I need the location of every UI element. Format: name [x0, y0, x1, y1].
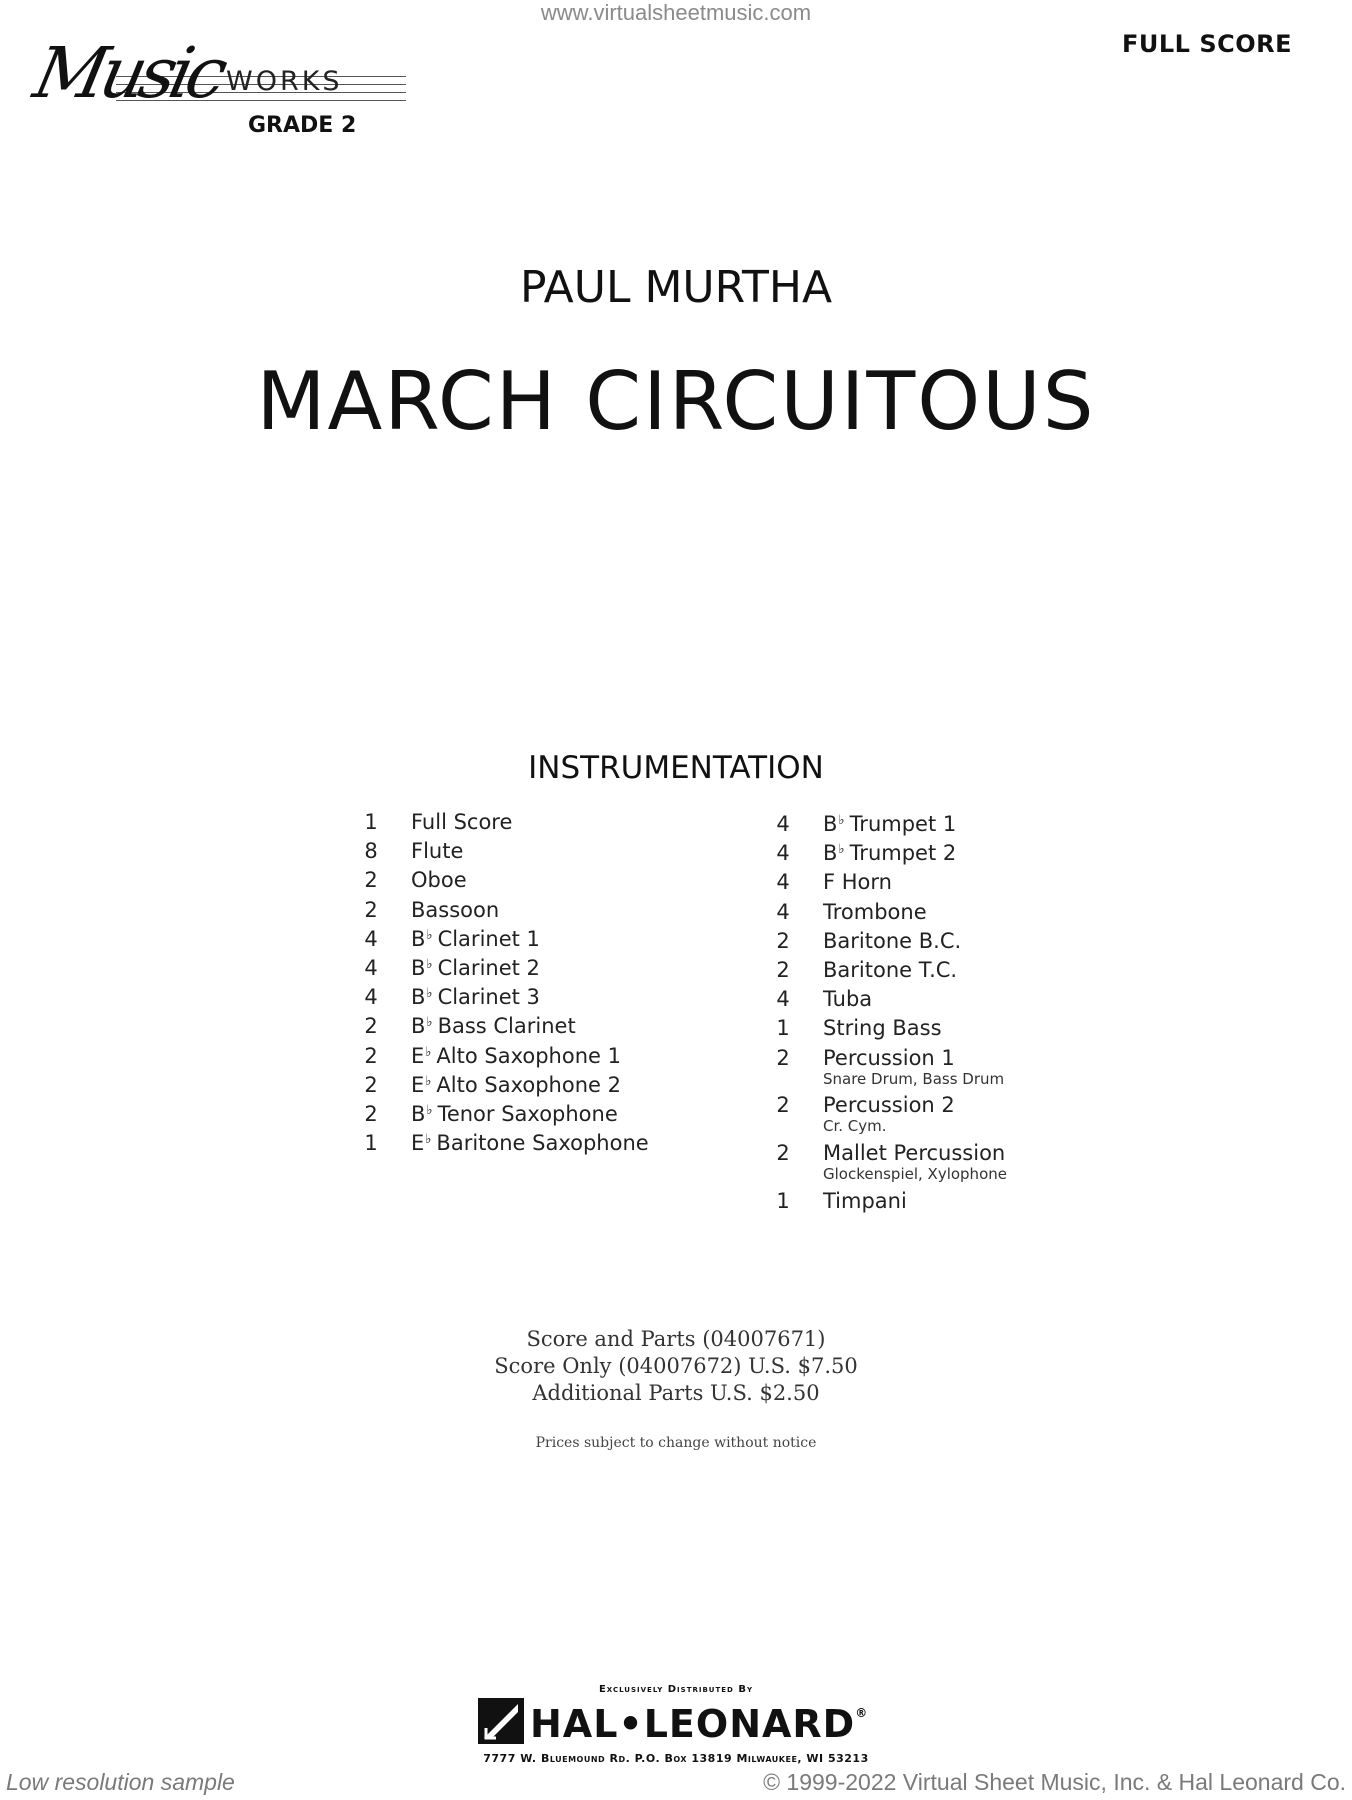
instrument-key-letter: B — [411, 985, 426, 1010]
instrument-label: Tenor Saxophone — [437, 1102, 618, 1126]
instrument-quantity: 8 — [364, 839, 378, 864]
low-resolution-notice: Low resolution sample — [6, 1769, 235, 1795]
instrument-name — [823, 870, 892, 894]
price-line-score-parts: Score and Parts (04007671) — [526, 1327, 826, 1351]
instrument-label: Percussion 2 — [823, 1093, 955, 1118]
instrument-quantity: 2 — [776, 1045, 790, 1070]
registered-mark: ® — [855, 1706, 869, 1720]
instrument-key-letter: E — [411, 1131, 425, 1156]
instrument-label: Flute — [411, 839, 464, 864]
instrument-label: Baritone Saxophone — [436, 1131, 649, 1156]
flat-symbol: ♭ — [426, 927, 433, 943]
instrument-name — [411, 1131, 649, 1155]
instrument-label: Trumpet 2 — [849, 841, 957, 866]
flat-symbol: ♭ — [425, 1073, 432, 1089]
instrument-name — [823, 987, 872, 1011]
instrument-quantity: 4 — [776, 870, 790, 895]
flat-symbol: ♭ — [426, 1015, 433, 1031]
hal-leonard-wordmark — [530, 1702, 868, 1746]
instrument-key-letter: B — [823, 812, 838, 836]
watermark-url: www.virtualsheetmusic.com — [540, 0, 812, 25]
instrument-name — [823, 1093, 955, 1117]
instrument-quantity: 4 — [776, 812, 790, 836]
instrument-key-letter: B — [411, 956, 426, 980]
instrument-quantity: 1 — [776, 1188, 790, 1213]
instrument-quantity: 2 — [364, 1014, 378, 1039]
instrument-quantity: 4 — [776, 899, 790, 924]
instrument-name — [823, 900, 927, 924]
instrument-label: Timpani — [823, 1188, 907, 1213]
instrument-name — [411, 1073, 621, 1097]
instrument-quantity: 4 — [364, 926, 378, 951]
flat-symbol: ♭ — [426, 986, 433, 1002]
instrument-quantity: 2 — [364, 1043, 378, 1068]
instrument-key-letter: E — [411, 1072, 425, 1097]
instrument-label: Baritone B.C. — [823, 928, 962, 953]
instrument-quantity: 4 — [776, 841, 790, 866]
publisher-name: HAL•LEONARD — [530, 1702, 856, 1746]
instrument-key-letter: B — [411, 1014, 426, 1039]
instrument-label: Mallet Percussion — [823, 1141, 1006, 1165]
instrument-name — [411, 985, 540, 1009]
price-line-score-only: Score Only (04007672) U.S. $7.50 — [494, 1354, 858, 1378]
instrument-name — [823, 841, 956, 865]
instrument-name — [823, 1189, 907, 1213]
publisher-address: 7777 W. Bluemound Rd. P.O. Box 13819 Milwaukee, WI 53213 — [483, 1752, 869, 1765]
instrument-label: Baritone T.C. — [823, 958, 958, 982]
price-line-additional-parts: Additional Parts U.S. $2.50 — [532, 1381, 820, 1405]
instrument-name — [411, 839, 463, 863]
score-type-label: FULL SCORE — [1122, 30, 1292, 58]
grade-label: GRADE 2 — [248, 113, 357, 138]
instrument-quantity: 4 — [364, 956, 378, 980]
instrument-label: Bassoon — [411, 897, 500, 922]
instrument-label: Clarinet 1 — [437, 926, 540, 951]
instrument-name — [411, 956, 540, 980]
instrument-label: Full Score — [411, 810, 513, 834]
instrument-label: Tuba — [823, 987, 873, 1012]
instrument-name — [823, 1141, 1005, 1165]
instrument-label: Clarinet 3 — [437, 985, 540, 1010]
instrument-quantity: 2 — [776, 958, 790, 982]
logo-script-text: Music — [27, 32, 229, 114]
instrument-label: F Horn — [823, 870, 892, 895]
instrument-key-letter: B — [411, 1102, 426, 1126]
instrument-key-letter: E — [411, 1043, 425, 1068]
instrument-key-letter: B — [823, 841, 838, 866]
instrument-name — [823, 958, 957, 982]
instrument-name — [411, 868, 467, 892]
instrument-label: String Bass — [823, 1016, 942, 1041]
instrument-quantity: 2 — [776, 1093, 790, 1118]
flat-symbol: ♭ — [425, 1044, 432, 1060]
flat-symbol: ♭ — [838, 813, 845, 828]
instrument-name — [411, 1014, 576, 1038]
instrument-detail: Snare Drum, Bass Drum — [823, 1069, 1005, 1088]
instrument-name — [823, 1016, 942, 1040]
hal-leonard-logo — [478, 1698, 878, 1748]
instrument-label: Oboe — [411, 868, 467, 893]
instrument-quantity: 1 — [776, 1016, 790, 1041]
instrument-detail: Glockenspiel, Xylophone — [823, 1165, 1007, 1183]
instrument-quantity: 2 — [776, 928, 790, 953]
instrument-name — [823, 1046, 955, 1070]
instrument-name — [823, 929, 961, 953]
instrument-quantity: 4 — [364, 985, 378, 1010]
copyright-notice: © 1999-2022 Virtual Sheet Music, Inc. & Hal Leonard Co. — [763, 1769, 1346, 1795]
instrument-label: Trumpet 1 — [849, 812, 957, 836]
logo-works-text: WORKS — [226, 66, 343, 97]
instrument-quantity: 2 — [364, 1102, 378, 1126]
instrument-name — [411, 927, 540, 951]
instrument-label: Clarinet 2 — [437, 956, 540, 980]
flat-symbol: ♭ — [425, 1132, 432, 1148]
instrument-quantity: 4 — [776, 987, 790, 1012]
distributed-by-label: Exclusively Distributed By — [598, 1684, 754, 1695]
instrument-label: Percussion 1 — [823, 1045, 955, 1070]
piece-title: MARCH CIRCUITOUS — [256, 355, 1096, 448]
pricing-block — [0, 1326, 1352, 1407]
instrument-label: Trombone — [823, 899, 927, 924]
instrument-key-letter: B — [411, 926, 426, 951]
instrumentation-list-right — [768, 812, 1208, 1252]
instrument-quantity: 2 — [776, 1141, 790, 1165]
flat-symbol: ♭ — [426, 1103, 433, 1118]
instrumentation-heading: INSTRUMENTATION — [528, 750, 824, 786]
instrument-name — [411, 810, 512, 834]
instrument-name — [823, 812, 956, 836]
instrument-label: Alto Saxophone 1 — [436, 1043, 621, 1068]
instrument-name — [411, 1102, 618, 1126]
instrument-quantity: 2 — [364, 868, 378, 893]
hal-leonard-emblem-icon — [478, 1698, 524, 1744]
flat-symbol: ♭ — [426, 957, 433, 972]
instrument-name — [411, 1044, 621, 1068]
instrument-label: Alto Saxophone 2 — [436, 1072, 621, 1097]
instrument-quantity: 1 — [364, 1131, 378, 1156]
instrument-quantity: 2 — [364, 897, 378, 922]
instrument-quantity: 1 — [364, 810, 378, 834]
instrument-name — [411, 898, 499, 922]
instrumentation-list-left — [356, 810, 776, 1190]
instrument-label: Bass Clarinet — [437, 1014, 576, 1039]
composer-name: PAUL MURTHA — [519, 262, 833, 313]
instrument-quantity: 2 — [364, 1072, 378, 1097]
instrument-detail: Cr. Cym. — [823, 1117, 887, 1136]
flat-symbol: ♭ — [838, 842, 845, 858]
price-notice: Prices subject to change without notice — [535, 1435, 817, 1451]
